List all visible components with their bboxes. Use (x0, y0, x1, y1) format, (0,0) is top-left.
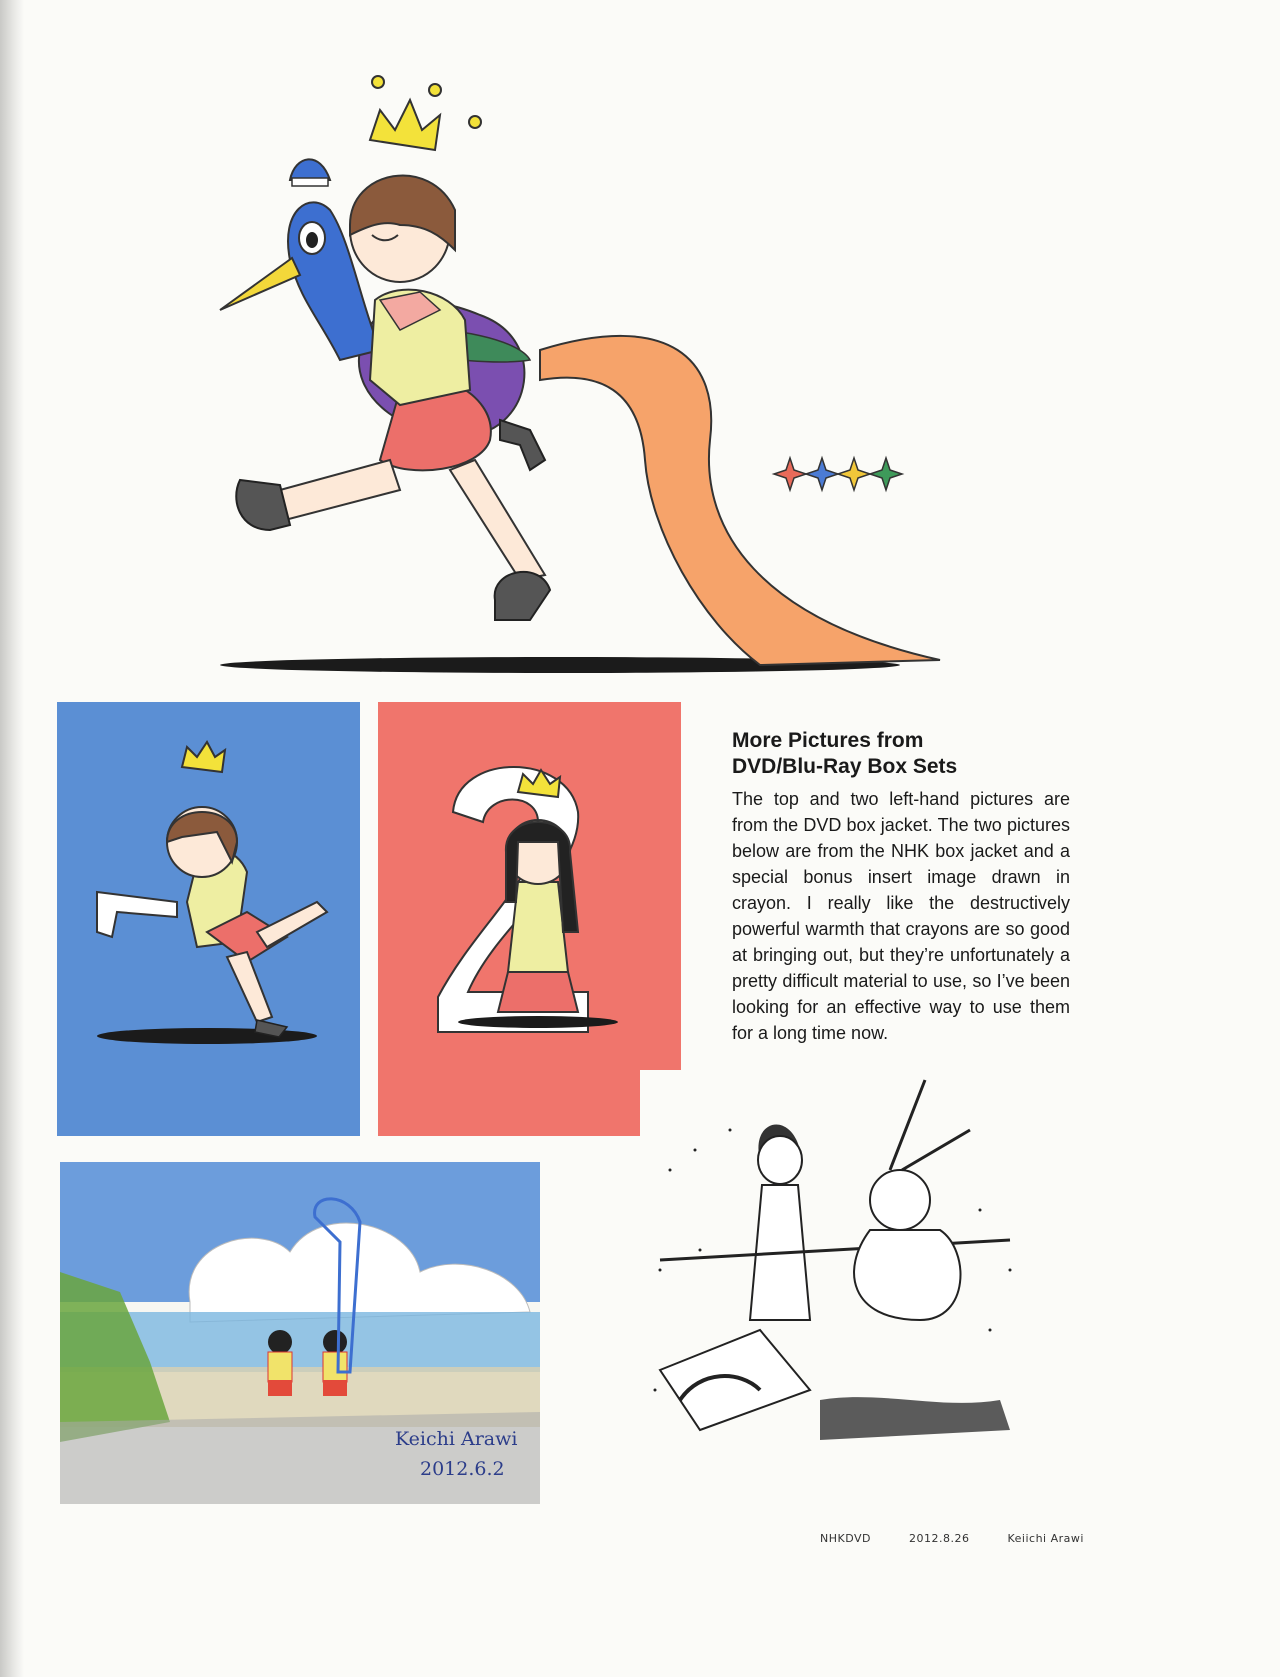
caption-title-line-2: DVD/Blu-Ray Box Sets (732, 755, 958, 778)
red-box-jacket-picture (378, 702, 681, 1136)
caption-title-line-1: More Pictures from (732, 729, 924, 752)
footer-artist: Keiichi Arawi (1007, 1532, 1084, 1545)
caption-block (732, 728, 1070, 1046)
footer-label: NHKDVD (820, 1532, 871, 1545)
crayon-signature-name: Keichi Arawi (395, 1428, 518, 1450)
caption-body: The top and two left-hand pictures are from the DVD box jacket. The two pictures below are from the NHK box jacket and a special bonus insert image drawn in crayon. I really like the destructively powerful warmth that crayons are so good at bringing out, but they’re unfortunately a pretty difficult material to use, so I’ve been looking for an effective way to use them for a long time now. (732, 789, 1070, 1043)
footer-date: 2012.8.26 (909, 1532, 970, 1545)
crayon-insert-illustration (60, 1162, 540, 1504)
blue-box-jacket-picture (57, 702, 360, 1136)
book-spine-shadow (0, 0, 24, 1677)
caption-title (732, 728, 1070, 780)
nhk-ink-illustration (640, 1070, 1040, 1510)
top-illustration (200, 60, 960, 680)
footer-credits (820, 1532, 1118, 1545)
crayon-signature-date: 2012.6.2 (420, 1458, 505, 1480)
